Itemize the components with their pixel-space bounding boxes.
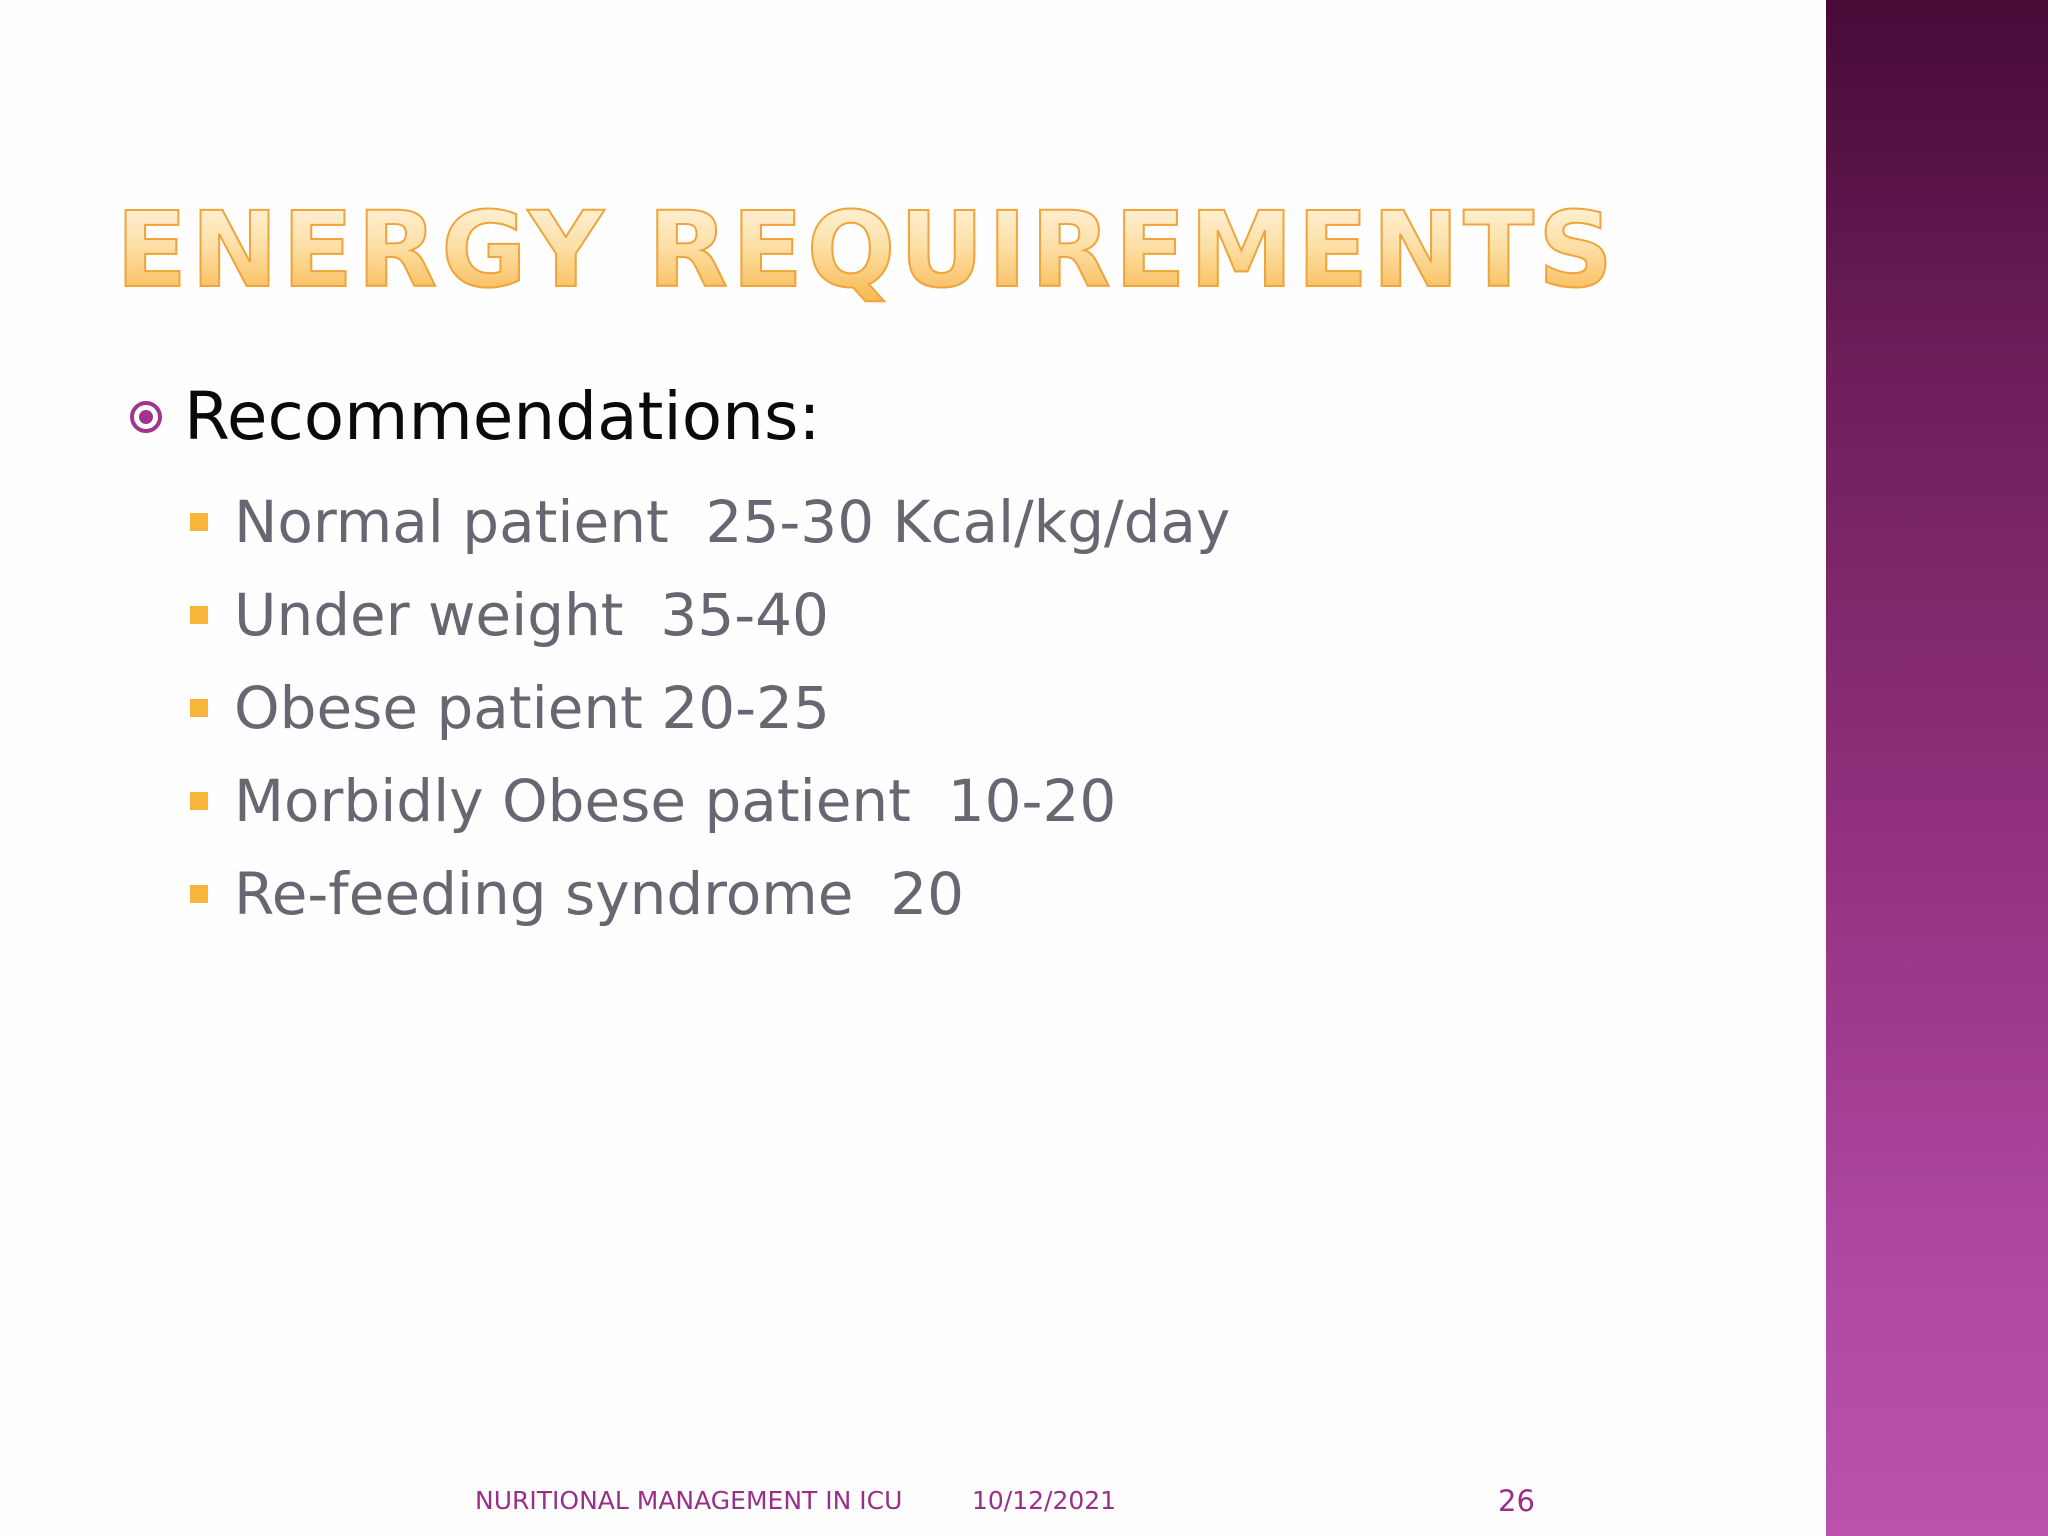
square-bullet-icon [190, 885, 208, 903]
list-item-text: Morbidly Obese patient 10-20 [234, 766, 1117, 835]
list-item [190, 568, 1230, 661]
footer-title: NURITIONAL MANAGEMENT IN ICU [475, 1486, 903, 1515]
slide-title: ENERGY REQUIREMENTS [116, 189, 1618, 311]
square-bullet-icon [190, 699, 208, 717]
list-item-text: Obese patient 20-25 [234, 673, 830, 742]
list-item-text: Normal patient 25-30 Kcal/kg/day [234, 487, 1231, 556]
square-bullet-icon [190, 606, 208, 624]
decorative-side-band [1826, 0, 2048, 1536]
list-item [190, 475, 1230, 568]
slide-number: 26 [1498, 1484, 1535, 1518]
list-item [190, 661, 1230, 754]
footer-date: 10/12/2021 [972, 1486, 1117, 1515]
list-item-text: Re-feeding syndrome 20 [234, 859, 965, 928]
list-item [190, 754, 1230, 847]
recommendations-list [190, 475, 1230, 940]
square-bullet-icon [190, 792, 208, 810]
bullet-recommendations [130, 378, 821, 455]
radio-bullet-icon [130, 401, 162, 433]
bullet-text: Recommendations: [184, 378, 821, 455]
list-item-text: Under weight 35-40 [234, 580, 829, 649]
list-item [190, 847, 1230, 940]
square-bullet-icon [190, 513, 208, 531]
